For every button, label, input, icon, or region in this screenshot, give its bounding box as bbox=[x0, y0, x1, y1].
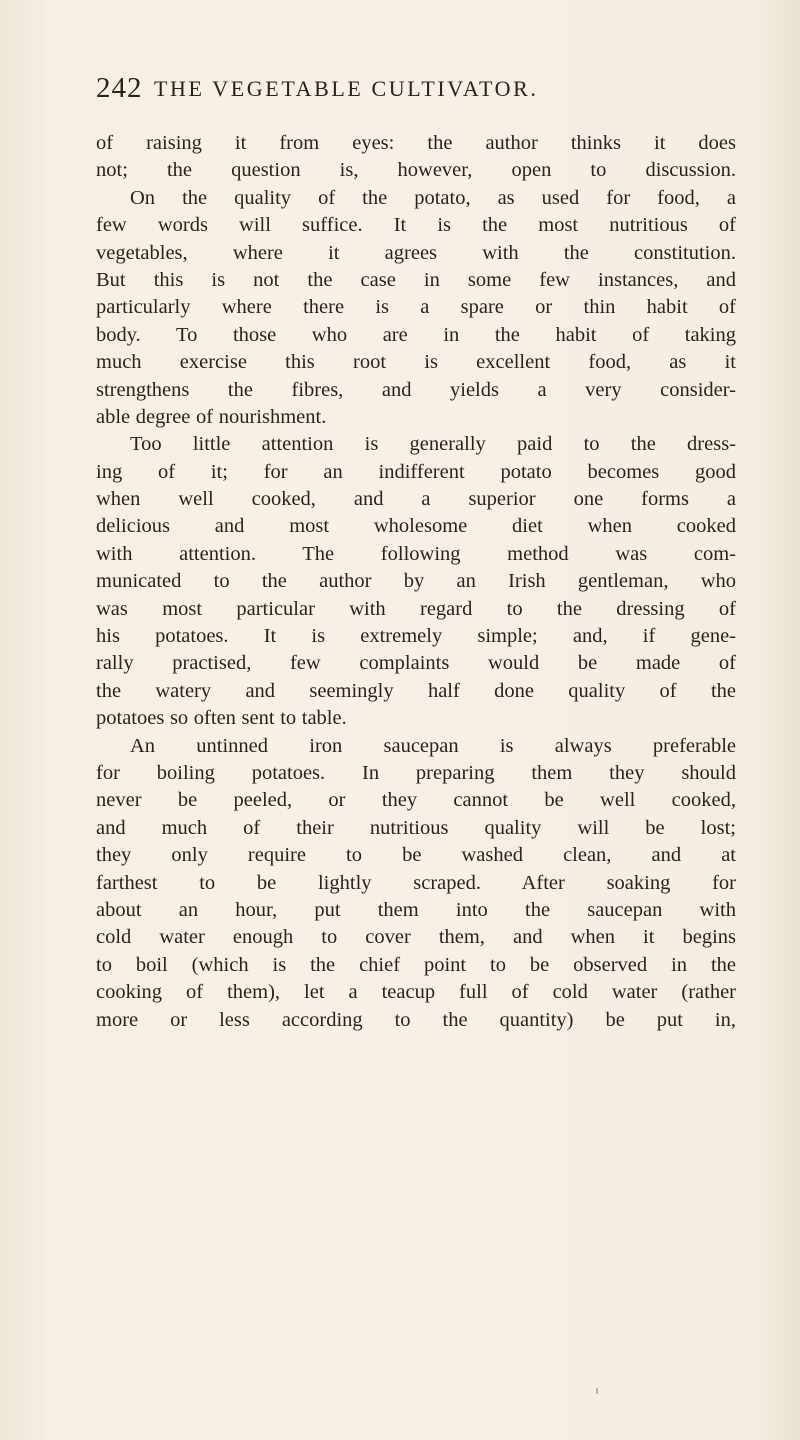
text-line: On the quality of the potato, as used for food, a bbox=[130, 186, 736, 209]
text-line: body. To those who are in the habit of taking bbox=[96, 323, 736, 346]
text-line: particularly where there is a spare or thin habit of bbox=[96, 296, 736, 319]
text-line: delicious and most wholesome diet when cooked bbox=[96, 515, 736, 538]
text-line: to boil (which is the chief point to be observed in the bbox=[96, 953, 736, 976]
text-line: Too little attention is generally paid to the dress- bbox=[130, 433, 736, 456]
text-line: vegetables, where it agrees with the constitution. bbox=[96, 241, 736, 264]
text-line: rally practised, few complaints would be made of bbox=[96, 652, 736, 675]
text-line: cold water enough to cover them, and when it begins bbox=[96, 926, 736, 949]
text-line: strengthens the fibres, and yields a very consider- bbox=[96, 378, 736, 401]
text-line: they only require to be washed clean, and at bbox=[96, 844, 736, 867]
text-line: more or less according to the quantity) be put in, bbox=[96, 1008, 736, 1031]
text-line: when well cooked, and a superior one forms a bbox=[96, 488, 736, 511]
text-line: about an hour, put them into the saucepan with bbox=[96, 898, 736, 921]
text-line: potatoes so often sent to table. bbox=[96, 707, 347, 730]
body-text bbox=[96, 130, 736, 1034]
text-line: able degree of nourishment. bbox=[96, 405, 327, 428]
text-line: much exercise this root is excellent food, as it bbox=[96, 351, 736, 374]
text-line: and much of their nutritious quality will be lost; bbox=[96, 816, 736, 839]
text-line: But this is not the case in some few instances, and bbox=[96, 268, 736, 291]
text-line: not; the question is, however, open to discussion. bbox=[96, 159, 736, 182]
text-line: cooking of them), let a teacup full of cold water (rather bbox=[96, 981, 736, 1004]
text-line: for boiling potatoes. In preparing them they should bbox=[96, 761, 736, 784]
text-line: of raising it from eyes: the author thinks it does bbox=[96, 132, 736, 154]
text-line: with attention. The following method was com- bbox=[96, 542, 736, 565]
paper-speck bbox=[596, 1388, 598, 1394]
text-line: An untinned iron saucepan is always preferable bbox=[130, 734, 736, 757]
page-number: 242 bbox=[96, 72, 143, 104]
text-line: farthest to be lightly scraped. After soaking for bbox=[96, 871, 736, 894]
text-line: his potatoes. It is extremely simple; and, if gene- bbox=[96, 625, 736, 648]
text-line: ing of it; for an indifferent potato becomes good bbox=[96, 460, 736, 483]
running-title: THE VEGETABLE CULTIVATOR. bbox=[154, 76, 539, 101]
text-line: never be peeled, or they cannot be well cooked, bbox=[96, 789, 736, 812]
page-header bbox=[96, 72, 736, 108]
text-line: few words will suffice. It is the most nutritious of bbox=[96, 214, 736, 237]
text-line: the watery and seemingly half done quality of the bbox=[96, 679, 736, 702]
text-line: was most particular with regard to the dressing of bbox=[96, 597, 736, 620]
text-line: municated to the author by an Irish gentleman, who bbox=[96, 570, 736, 593]
